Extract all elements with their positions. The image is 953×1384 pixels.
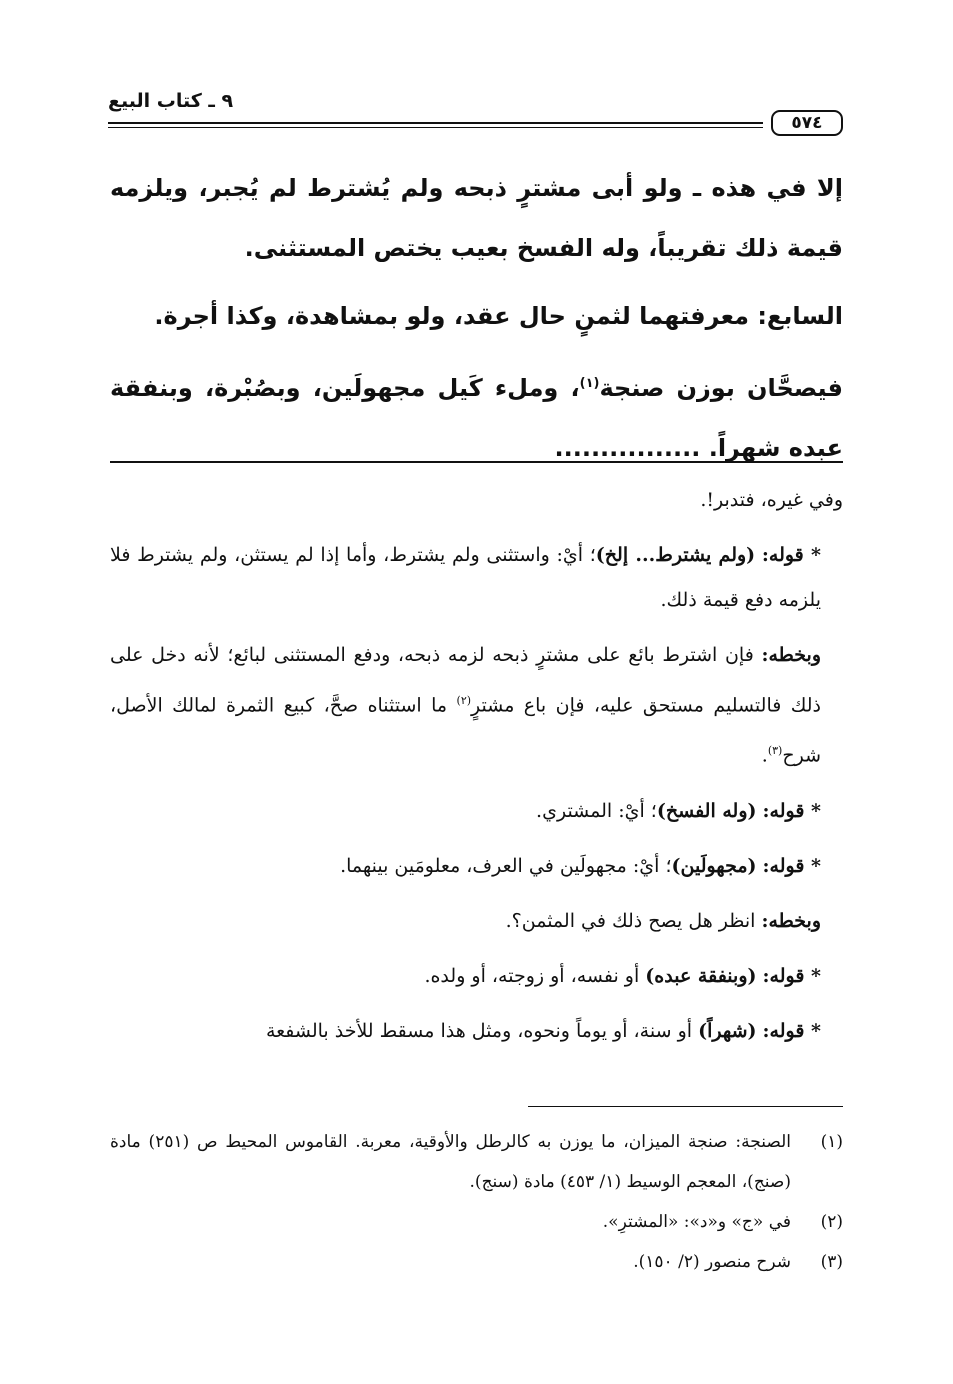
commentary-paragraph (110, 844, 843, 889)
comment-lead: * قوله: (761, 544, 821, 566)
main-text-segment: فيصحَّان بوزن صنجة (599, 374, 843, 402)
page-header (108, 88, 843, 136)
commentary-paragraph (110, 533, 843, 623)
footnote-ref: (١) (579, 376, 600, 391)
header-rule (108, 122, 763, 124)
footnote-number: (٢) (820, 1212, 843, 1232)
footnotes (110, 1122, 843, 1282)
comment-text: ما استثناه صحَّ، كبيع الثمرة لمالك الأصل، شرح (110, 694, 821, 767)
quoted-phrase: (ولم يشترط... إلخ) (595, 544, 756, 566)
footnote-ref: (٢) (456, 694, 472, 707)
footnote-text: في «ج» و«د»: «المشترِ». (602, 1212, 791, 1232)
comment-text: فإن اشترط بائع على مشترٍ ذبحه لزمه ذبحه، ودفع المستثنى لبائع؛ لأنه دخل على ذلك فالتسليم مستحق عليه، فإن باع مشترٍ (110, 644, 822, 717)
comment-text: ؛ أيْ: مجهولَين في العرف، معلومَين بينهما. (340, 854, 672, 877)
footnote-text: الصنجة: صنجة الميزان، ما يوزن به كالرطل والأوقية، معربة. القاموس المحيط ص (٢٥١) مادة (صنج)، المعجم الوسيط (١/ ٤٥٣) مادة (سنج). (110, 1132, 791, 1192)
commentary-paragraph (110, 954, 843, 999)
footnote-number: (١) (820, 1132, 843, 1152)
footnote (110, 1122, 843, 1202)
footnote (110, 1202, 843, 1242)
footnote-ref: (٣) (767, 744, 783, 758)
footnote-number: (٣) (820, 1252, 843, 1272)
ellipsis-dots: ................ (554, 434, 701, 462)
main-text-segment: ، وملء كَيل مجهولَين، وبصُبْرة، وبنفقة عبده شهراً. (110, 374, 843, 462)
comment-lead: * قوله: (762, 1019, 821, 1042)
comment-lead: وبخطه: (761, 909, 821, 932)
comment-text: أو نفسه، أو زوجته، أو ولده. (424, 964, 640, 987)
commentary-paragraph (110, 789, 843, 834)
footnote-separator (528, 1106, 843, 1107)
quoted-phrase: (وله الفسخ) (656, 799, 757, 822)
page-number: ٥٧٤ (771, 110, 843, 136)
commentary-paragraph (110, 1009, 843, 1054)
comment-lead: * قوله: (762, 799, 821, 822)
footnote (110, 1242, 843, 1282)
comment-text: أو سنة، أو يوماً ونحوه، ومثل هذا مسقط للأخذ بالشفعة (265, 1019, 693, 1042)
chapter-title: ٩ ـ كتاب البيع (108, 90, 234, 112)
main-paragraph-3 (110, 354, 843, 478)
comment-text: . (761, 744, 768, 767)
commentary-paragraph (110, 899, 843, 944)
commentary-paragraph (110, 633, 843, 779)
text-separator (110, 461, 843, 463)
header-rule-thin (108, 127, 763, 128)
main-paragraph-1: إلا في هذه ـ ولو أبى مشترٍ ذبحه ولم يُشترط لم يُجبر، ويلزمه قيمة ذلك تقريباً، وله الفسخ بعيب يختص المستثنى. (110, 174, 843, 262)
main-text (110, 158, 843, 486)
comment-lead: وبخطه: (761, 644, 821, 666)
footnote-text: شرح منصور (٢/ ١٥٠). (633, 1252, 791, 1272)
comment-lead: * قوله: (762, 854, 821, 877)
quoted-phrase: (شهراً) (698, 1019, 757, 1042)
quoted-phrase: (مجهولَين) (671, 854, 757, 877)
main-paragraph-2: السابع: معرفتهما لثمنٍ حال عقد، ولو بمشاهدة، وكذا أجرة. (154, 302, 843, 330)
comment-text: ؛ أيْ: المشتري. (536, 799, 657, 822)
commentary (110, 478, 843, 1064)
comment-text: انظر هل يصح ذلك في المثمن؟. (505, 909, 756, 932)
comment-text: ؛ أيْ: واستثنى ولم يشترط، وأما إذا لم يستثن، ولم يشترط فلا يلزمه دفع قيمة ذلك. (110, 544, 821, 611)
comment-lead: * قوله: (762, 964, 821, 987)
commentary-paragraph: وفي غيره، فتدبر!. (700, 489, 843, 511)
quoted-phrase: (وبنفقة عبده) (645, 964, 757, 987)
